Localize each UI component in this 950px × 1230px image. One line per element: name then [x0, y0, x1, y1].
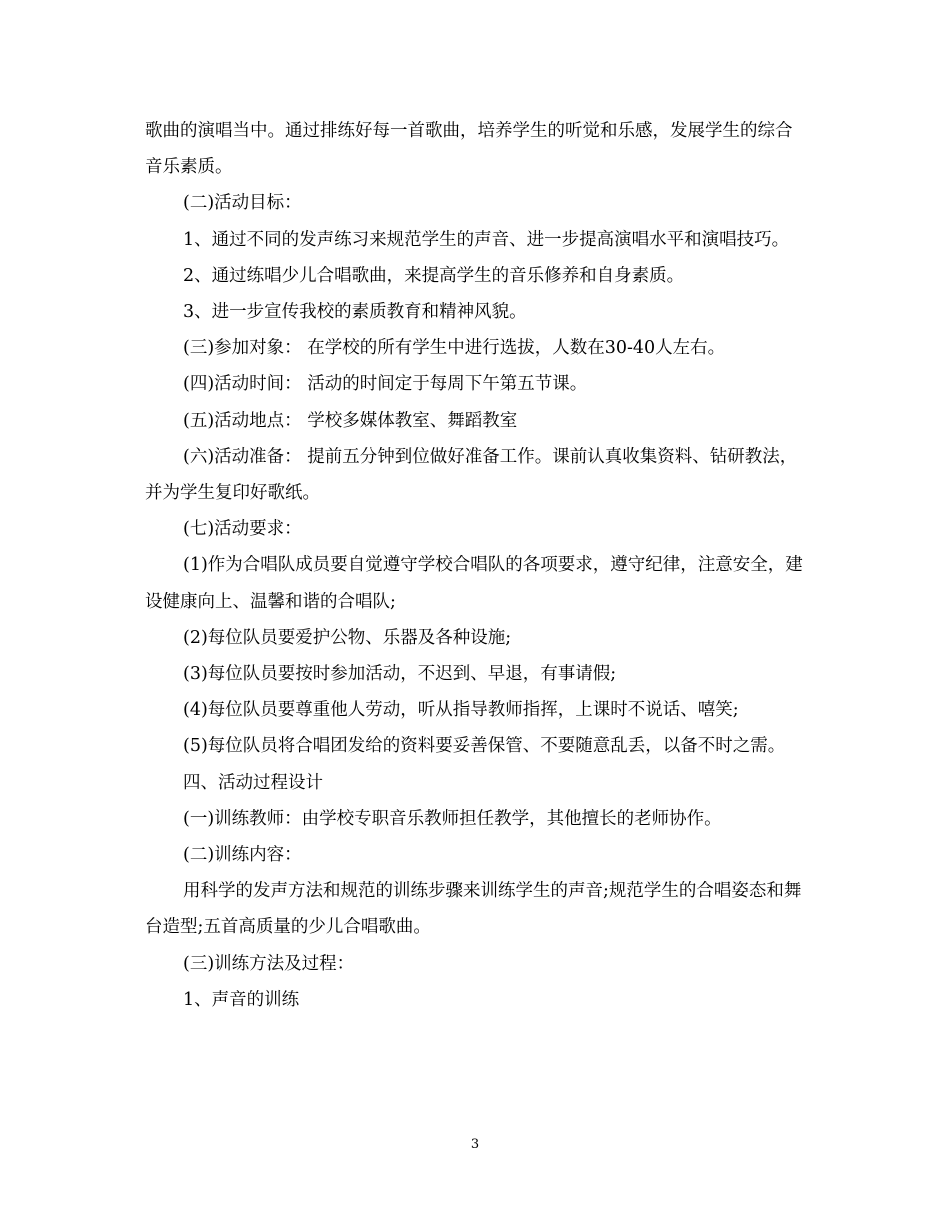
paragraph: (5)每位队员将合唱团发给的资料要妥善保管、不要随意乱丢，以备不时之需。 — [183, 736, 786, 757]
paragraph: (4)每位队员要尊重他人劳动，听从指导教师指挥，上课时不说话、嘻笑; — [183, 700, 739, 721]
paragraph: (2)每位队员要爱护公物、乐器及各种设施; — [183, 627, 512, 648]
paragraph: 3、进一步宣传我校的素质教育和精神风貌。 — [183, 302, 527, 323]
body-text — [145, 113, 805, 1018]
paragraph: (五)活动地点： 学校多媒体教室、舞蹈教室 — [183, 410, 518, 431]
paragraph: (1)作为合唱队成员要自觉遵守学校合唱队的各项要求，遵守纪律，注意安全，建设健康向上、温馨和谐的合唱队; — [145, 555, 803, 612]
paragraph: 1、通过不同的发声练习来规范学生的声音、进一步提高演唱水平和演唱技巧。 — [183, 229, 790, 250]
paragraph: 2、通过练唱少儿合唱歌曲，来提高学生的音乐修养和自身素质。 — [183, 265, 685, 286]
paragraph: (二)活动目标： — [183, 193, 302, 214]
paragraph: 1、声音的训练 — [183, 989, 300, 1010]
paragraph: (六)活动准备： 提前五分钟到位做好准备工作。课前认真收集资料、钻研教法，并为学生复印好歌纸。 — [145, 446, 798, 504]
paragraph: 用科学的发声方法和规范的训练步骤来训练学生的声音;规范学生的合唱姿态和舞台造型;五首高质量的少儿合唱歌曲。 — [145, 881, 802, 938]
page-number: 3 — [470, 1137, 480, 1152]
paragraph: (3)每位队员要按时参加活动，不迟到、早退，有事请假; — [183, 664, 617, 685]
paragraph: (七)活动要求： — [183, 519, 302, 540]
paragraph: 歌曲的演唱当中。通过排练好每一首歌曲，培养学生的听觉和乐感，发展学生的综合音乐素质。 — [145, 121, 793, 178]
paragraph: (二)训练内容： — [183, 845, 302, 866]
paragraph: (四)活动时间： 活动的时间定于每周下午第五节课。 — [183, 374, 588, 395]
paragraph: (一)训练教师：由学校专职音乐教师担任教学，其他擅长的老师协作。 — [183, 808, 722, 829]
paragraph: (三)参加对象： 在学校的所有学生中进行选拔，人数在30-40人左右。 — [183, 338, 726, 359]
paragraph: (三)训练方法及过程： — [183, 953, 355, 974]
section-heading: 四、活动过程设计 — [183, 772, 323, 793]
